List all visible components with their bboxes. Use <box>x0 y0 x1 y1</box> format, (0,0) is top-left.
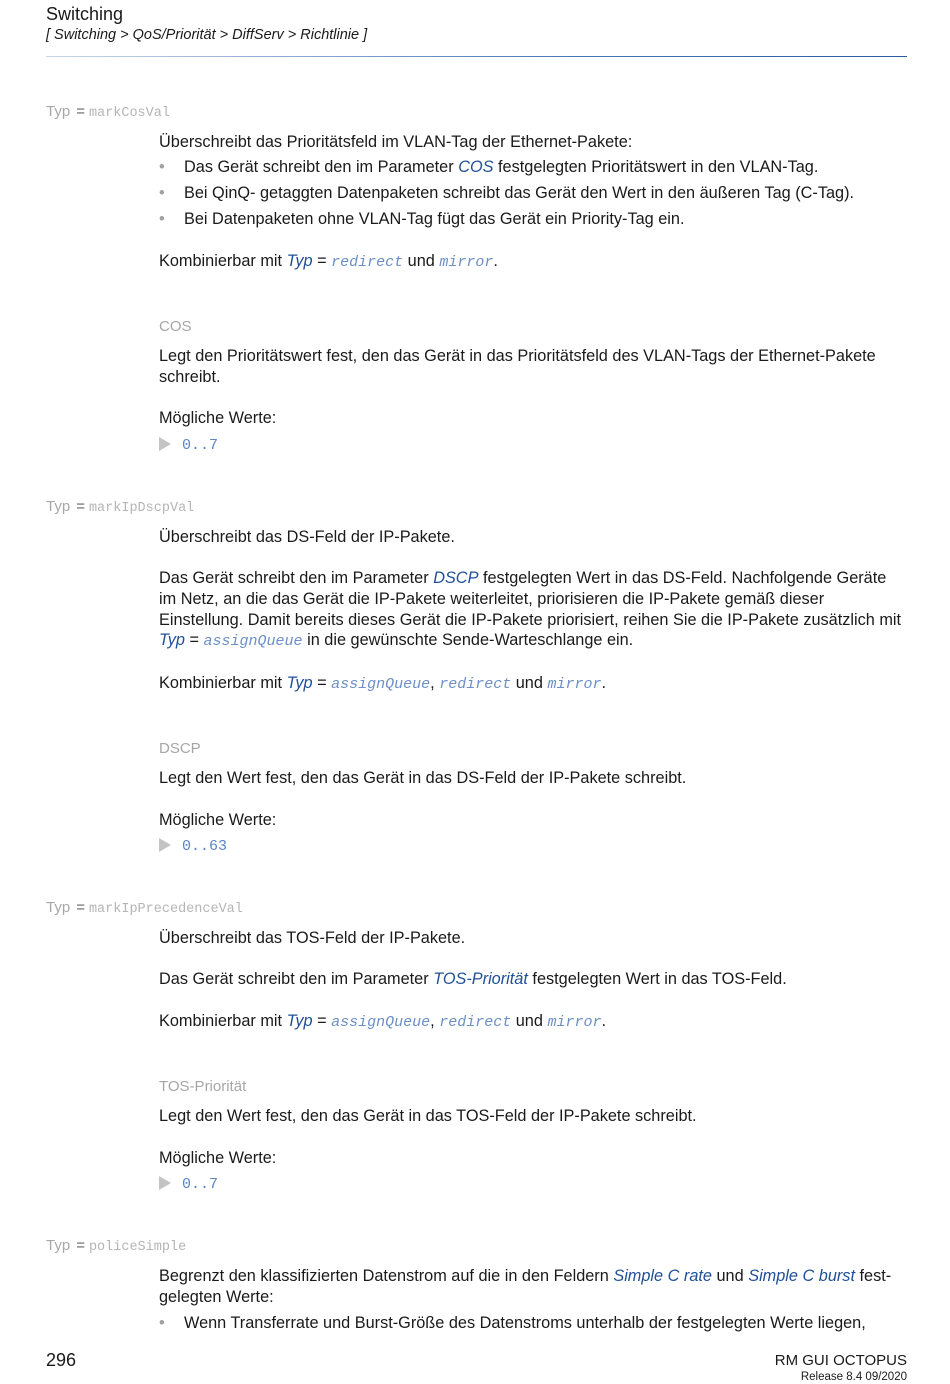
type-value: markIpDscpVal <box>88 501 195 516</box>
precedence-body: Das Gerät schreibt den im Parameter TOS-Priorität festgelegten Wert in das TOS-Feld. <box>159 970 787 988</box>
bullet-text: Wenn Transferrate und Burst-Größe des Datenstroms unterhalb der festgelegten Werte liegen, <box>184 1314 866 1332</box>
possible-values-label: Mögliche Werte: <box>159 1149 277 1167</box>
cos-parameter-link[interactable]: COS <box>458 158 494 176</box>
typ-label: Typ <box>46 103 71 120</box>
typ-link[interactable]: Typ <box>159 631 185 650</box>
param-description-dscp: Legt den Wert fest, den das Gerät in das DS-Feld der IP-Pakete schreibt. <box>159 769 687 787</box>
type-heading-markipdscpval <box>46 498 194 516</box>
combo-value: redirect <box>439 676 512 693</box>
breadcrumb: [ Switching > QoS/Priorität > DiffServ > Richtlinie ] <box>46 27 368 43</box>
dscp-body: Das Gerät schreibt den im Parameter DSCP festgelegten Wert in das DS-Feld. Nachfolgende Geräte im Netz, an die das Gerät die IP-Pakete weiterleitet, priorisieren die IP-Pakete gemäß dieser Einstellung. Damit bereits dieses Gerät die IP-Pakete priorisiert, reihen Sie die IP-Pakete zusätzlich mit Typ = assignQueue in die gewünschte Sende-Warteschlange ein. <box>159 569 902 651</box>
typ-label: Typ <box>46 899 71 916</box>
equals-sign: = <box>76 1237 85 1254</box>
param-description-tos-priority: Legt den Wert fest, den das Gerät in das TOS-Feld der IP-Pakete schreibt. <box>159 1107 697 1125</box>
typ-link[interactable]: Typ <box>286 674 313 692</box>
bullet-dot-icon: • <box>159 1314 165 1332</box>
precedence-combinable: Kombinierbar mit Typ = assignQueue, redirect und mirror. <box>159 1012 606 1031</box>
precedence-description: Überschreibt das TOS-Feld der IP-Pakete. <box>159 929 466 947</box>
typ-label: Typ <box>46 498 71 515</box>
possible-values-label: Mögliche Werte: <box>159 409 277 427</box>
combo-value: mirror <box>547 676 602 693</box>
combo-value: assignQueue <box>331 1014 431 1031</box>
dscp-combinable: Kombinierbar mit Typ = assignQueue, redirect und mirror. <box>159 674 606 693</box>
combo-value: redirect <box>331 254 404 271</box>
possible-values-label: Mögliche Werte: <box>159 811 277 829</box>
typ-label: Typ <box>46 1237 71 1254</box>
equals-sign: = <box>76 498 85 515</box>
type-heading-policesimple <box>46 1237 186 1255</box>
type-heading-markipprecedenceval <box>46 899 243 917</box>
page-title: Switching <box>46 4 124 24</box>
range-value: 0..7 <box>182 1176 219 1193</box>
arrow-right-icon <box>159 1176 171 1190</box>
param-name-tos-priority: TOS-Priorität <box>159 1078 247 1095</box>
param-name-cos: COS <box>159 318 192 335</box>
value-range-tos-priority <box>159 1175 218 1193</box>
cos-combinable: Kombinierbar mit Typ = redirect und mirror. <box>159 252 498 271</box>
type-value: markIpPrecedenceVal <box>88 902 243 917</box>
simple-c-burst-link[interactable]: Simple C burst <box>748 1267 855 1285</box>
dscp-parameter-link[interactable]: DSCP <box>433 569 479 587</box>
header-divider <box>46 56 907 57</box>
combo-value: assignQueue <box>203 633 303 651</box>
bullet-text: Bei QinQ- getaggten Datenpaketen schreibt das Gerät den Wert in den äußeren Tag (C-Tag). <box>184 184 855 202</box>
bullet-dot-icon: • <box>159 158 165 176</box>
police-description-line-1: Begrenzt den klassifizierten Datenstrom auf die in den Feldern Simple C rate und Simple C burst fest- <box>159 1267 892 1285</box>
param-description-cos: Legt den Prioritätswert fest, den das Gerät in das Prioritätsfeld des VLAN-Tags der Ethernet-Pakete schreibt. <box>159 347 876 386</box>
document-title: RM GUI OCTOPUS <box>774 1352 907 1369</box>
combo-value: redirect <box>439 1014 512 1031</box>
type-heading-markcosval <box>46 103 170 121</box>
simple-c-rate-link[interactable]: Simple C rate <box>613 1267 712 1285</box>
combo-value: mirror <box>439 254 494 271</box>
type-value: policeSimple <box>88 1240 187 1255</box>
combo-value: assignQueue <box>331 676 431 693</box>
typ-link[interactable]: Typ <box>286 252 313 270</box>
combo-value: mirror <box>547 1014 602 1031</box>
value-range-cos <box>159 436 218 454</box>
bullet-text: Das Gerät schreibt den im Parameter COS festgelegten Prioritätswert in den VLAN-Tag. <box>184 158 819 176</box>
typ-link[interactable]: Typ <box>286 1012 313 1030</box>
page-number: 296 <box>46 1350 77 1370</box>
bullet-dot-icon: • <box>159 210 165 228</box>
param-name-dscp: DSCP <box>159 740 201 757</box>
bullet-text: Bei Datenpaketen ohne VLAN-Tag fügt das Gerät ein Priority-Tag ein. <box>184 210 685 228</box>
range-value: 0..63 <box>182 838 228 855</box>
release-info: Release 8.4 09/2020 <box>800 1371 907 1383</box>
dscp-description: Überschreibt das DS-Feld der IP-Pakete. <box>159 528 455 546</box>
arrow-right-icon <box>159 838 171 852</box>
tos-priority-parameter-link[interactable]: TOS-Priorität <box>433 970 528 988</box>
bullet-dot-icon: • <box>159 184 165 202</box>
cos-description: Überschreibt das Prioritätsfeld im VLAN-Tag der Ethernet-Pakete: <box>159 133 633 151</box>
equals-sign: = <box>76 899 85 916</box>
police-description-line-2: gelegten Werte: <box>159 1288 274 1306</box>
type-value: markCosVal <box>88 106 170 121</box>
equals-sign: = <box>76 103 85 120</box>
range-value: 0..7 <box>182 437 219 454</box>
arrow-right-icon <box>159 437 171 451</box>
value-range-dscp <box>159 837 227 855</box>
